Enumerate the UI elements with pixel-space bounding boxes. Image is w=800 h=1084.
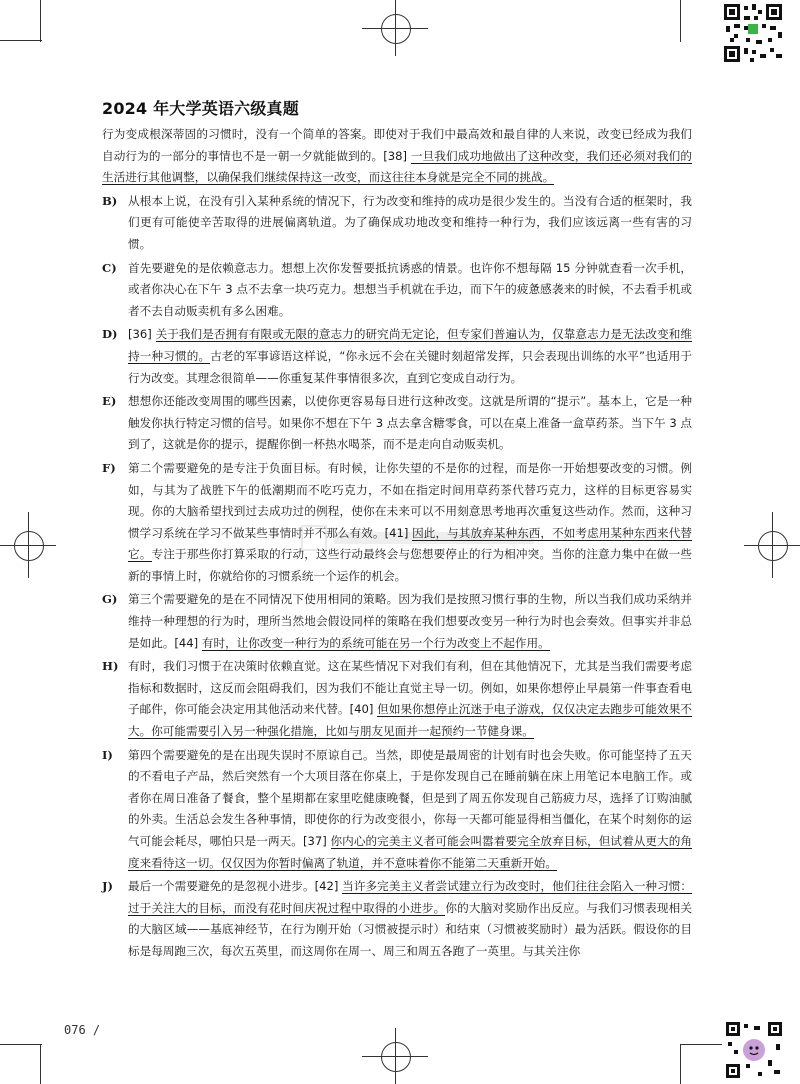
article-body (102, 124, 692, 965)
paragraph-letter: H) (102, 659, 119, 674)
paragraph-text: 第三个需要避免的是在不同情况下使用相同的策略。因为我们是按照习惯行事的生物，所以当我们成功采纳并维持一种理想的行为时，理所当然地会假设同样的策略在我们想要改变另一种行为时也会奏效。但事实并非总是如此。[44] (128, 592, 692, 650)
paragraph-letter: J) (102, 879, 113, 894)
paragraph-letter: B) (102, 193, 118, 208)
paragraph-h (102, 656, 692, 742)
paragraph-j (102, 876, 692, 962)
paragraph-text: 第四个需要避免的是在出现失误时不原谅自己。当然，即使是最周密的计划有时也会失败。你可能坚持了五天的不看电子产品，然后突然有一个大项目落在你桌上，于是你发现自己在睡前躺在床上用笔记本电脑工作。或者你在周日准备了餐食，整个星期都在家里吃健康晚餐，但是到了周五你发现自己筋疲力尽，选择了订购油腻的外卖。生活总会发生各种事情，即使你的行为改变很小，你每一天都可能显得相当僵化，在某个时刻你的运气可能会耗尽，哪怕只是一两天。[37] (128, 747, 692, 848)
paragraph-text: 你的大脑对奖励作出反应。与我们习惯表现相关的大脑区域——基底神经节，在行为刚开始（习惯被提示时）和结束（习惯被奖励时）最为活跃。假设你的目标是每周跑三次，每次五英里，而这周你在周一、周三和周五各跑了一英里。与其关注你 (128, 900, 692, 958)
crop-mark-top-left (0, 0, 80, 80)
paragraph-letter: E) (102, 394, 117, 409)
paragraph-c (102, 258, 692, 323)
paragraph-letter: G) (102, 592, 118, 607)
paragraph-text: 想想你还能改变周围的哪些因素，以使你更容易每日进行这种改变。这就是所谓的“提示”。基本上，它是一种触发你执行特定习惯的信号。如果你不想在下午 3 点去拿含糖零食，可以在桌上准备一盒草药茶。当下午 3 点到了，这就是你的提示，提醒你倒一杯热水喝茶，而不是走向自动贩卖机。 (128, 394, 692, 452)
paragraph-e (102, 391, 692, 456)
crop-mark-bottom-left (0, 1000, 80, 1084)
paragraph-text: 专注于那些你打算采取的行动，这些行动最终会与您想要停止的行为相冲突。当你的注意力集中在做一些新的事情上时，你就给你的习惯系统一个运作的机会。 (128, 547, 692, 583)
paragraph-text: 最后一个需要避免的是忽视小进步。[42] (128, 879, 343, 894)
paragraph-letter: D) (102, 327, 118, 342)
paragraph-letter: C) (102, 260, 117, 275)
paragraph-letter: I) (102, 747, 113, 762)
underlined-answer-text: 但如果你想停止沉迷于电子游戏，仅仅决定去跑步可能效果不大。你可能需要引入另一种强化措施，比如与朋友见面并一起预约一节健身课。 (128, 702, 692, 739)
crop-mark-top-right (660, 0, 720, 80)
paragraph-b (102, 191, 692, 256)
paragraph-text: 古老的军事谚语这样说，“你永远不会在关键时刻超常发挥，只会表现出训练的水平”也适用于行为改变。其理念很简单——你重复某件事情很多次，直到它变成自动行为。 (128, 348, 692, 385)
paragraph-i (102, 745, 692, 875)
underlined-answer-text: 当许多完美主义者尝试建立行为改变时，他们往往会陷入一种习惯：过于关注大的目标，而没有花时间庆祝过程中取得的小进步。 (128, 879, 692, 915)
registration-mark-bottom (350, 1026, 440, 1084)
paragraph-text: 有时，我们习惯于在决策时依赖直觉。这在某些情况下对我们有利，但在其他情况下，尤其是当我们需要考虑指标和数据时，这反而会阻碍我们，因为我们不能让直觉主导一切。例如，如果你想停止早晨第一件事查看电子邮件，你可能会决定用其他活动来代替。[40] (128, 659, 692, 717)
paragraph-text: 第二个需要避免的是专注于负面目标。有时候，让你失望的不是你的过程，而是你一开始想要改变的习惯。例如，与其为了战胜下午的低潮期而不吃巧克力，不如在指定时间用草药茶代替巧克力，这样的目标更容易实现。你的大脑希望找到过去成功过的例程，使你在未来可以不用刻意思考地再次重复这些动作。然而，这种习惯学习系统在学习不做某些事情时并不那么有效。[41] (128, 460, 692, 540)
paragraph-text: 行为变成根深蒂固的习惯时，没有一个简单的答案。即使对于我们中最高效和最自律的人来说，改变已经成为我们自动行为的一部分的事情也不是一朝一夕就能做到的。[38] (102, 127, 692, 163)
registration-mark-top (350, 0, 440, 60)
paragraph-text: 首先要避免的是依赖意志力。想想上次你发誓要抵抗诱惑的情景。也许你不想每隔 15 分钟就查看一次手机，或者你决心在下午 3 点不去拿一块巧克力。想想当手机就在手边，而下午的疲惫感袭来的时候，不去看手机或者不去自动贩卖机有多么困难。 (128, 260, 692, 318)
underlined-answer-text: 因此，与其放弃某种东西，不如考虑用某种东西来代替它。 (128, 525, 692, 562)
paragraph-g (102, 589, 692, 654)
paragraph-f (102, 458, 692, 588)
paragraph-text: 从根本上说，在没有引入某种系统的情况下，行为改变和维持的成功是很少发生的。当没有合适的框架时，我们更有可能使辛苦取得的进展偏离轨道。为了确保成功地改变和维持一种行为，我们应该远离一些有害的习惯。 (128, 193, 692, 251)
underlined-answer-text: 一旦我们成功地做出了这种改变，我们还必须对我们的生活进行其他调整，以确保我们继续保持这一改变，而这往往本身就是完全不同的挑战。 (102, 148, 692, 185)
qr-code (722, 2, 784, 64)
underlined-answer-text: 关于我们是否拥有有限或无限的意志力的研究尚无定论，但专家们普遍认为，仅靠意志力是无法改变和维持一种习惯的。 (128, 327, 692, 363)
underlined-answer-text: 你内心的完美主义者可能会叫嚣着要完全放弃目标，但试着从更大的角度来看待这一切。仅仅因为你暂时偏离了轨道，并不意味着你不能第二天重新开始。 (128, 834, 692, 870)
registration-mark-right (740, 500, 800, 590)
page-title: 2024 年大学英语六级真题 (102, 99, 299, 118)
registration-mark-left (0, 500, 60, 590)
paragraph-letter: F) (102, 460, 116, 475)
qr-code-bottom (724, 1020, 784, 1080)
underlined-answer-text: 有时，让你改变一种行为的系统可能在另一个行为改变上不起作用。 (201, 635, 550, 650)
page-number: 076 / (64, 1023, 101, 1037)
paragraph-continuation (102, 124, 692, 189)
paragraph-text: [36] (128, 327, 156, 342)
paragraph-d (102, 324, 692, 389)
